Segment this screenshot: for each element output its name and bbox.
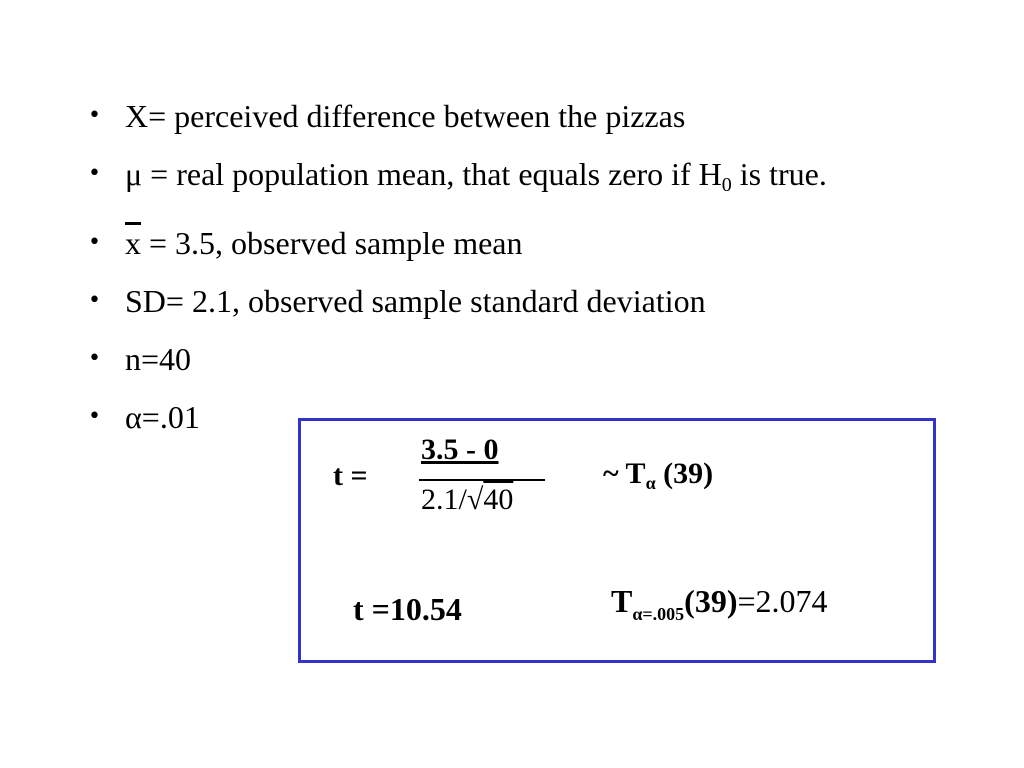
t-equals-label: t = (333, 459, 368, 492)
bullet-glyph: • (88, 230, 101, 255)
bullet-glyph: • (88, 288, 101, 313)
dist-subscript: α (645, 473, 656, 493)
dist-prefix: ~ T (603, 457, 646, 490)
t-value: t =10.54 (353, 591, 462, 627)
bullet-item-sd (88, 279, 968, 323)
bullet-item-mu-definition (88, 152, 968, 207)
t-distribution-label (603, 457, 713, 494)
bullet-item-sample-mean (88, 221, 968, 265)
denominator-root: 40 (483, 483, 514, 516)
x-bar-symbol: $\overline{x}$ (125, 225, 141, 261)
subscript: 0 (721, 174, 732, 196)
bullet-glyph: • (88, 161, 101, 186)
bullet-item-n (88, 337, 968, 381)
denominator-prefix: 2.1/√ (421, 483, 484, 516)
bullet-text: n=40 (125, 341, 192, 377)
bullet-text: SD= 2.1, observed sample standard deviation (125, 283, 706, 319)
crit-value-number: =2.074 (737, 583, 828, 619)
crit-subscript: α=.005 (632, 604, 685, 624)
bullet-text: = 3.5, observed sample mean (141, 225, 523, 261)
crit-T: T (611, 583, 633, 619)
crit-df: (39) (684, 583, 738, 619)
bullet-glyph: • (88, 404, 101, 429)
bullet-text: =.01 (141, 399, 200, 435)
bullet-glyph: • (88, 103, 101, 128)
bullet-text-continued: is true. (731, 156, 827, 192)
bullet-glyph: • (88, 346, 101, 371)
bullet-item-x-definition (88, 94, 968, 138)
bullet-text: X= perceived difference between the pizzas (125, 98, 686, 134)
fraction-denominator (421, 483, 513, 517)
bullet-text: = real population mean, that equals zero if H (142, 156, 722, 192)
critical-value (611, 583, 828, 625)
mu-symbol: μ (125, 156, 143, 192)
fraction-numerator: 3.5 - 0 (421, 433, 499, 466)
formula-box (298, 418, 936, 663)
bullet-list (88, 94, 968, 453)
fraction-bar (419, 479, 545, 481)
dist-df: (39) (655, 457, 714, 490)
alpha-symbol: α (125, 399, 142, 435)
